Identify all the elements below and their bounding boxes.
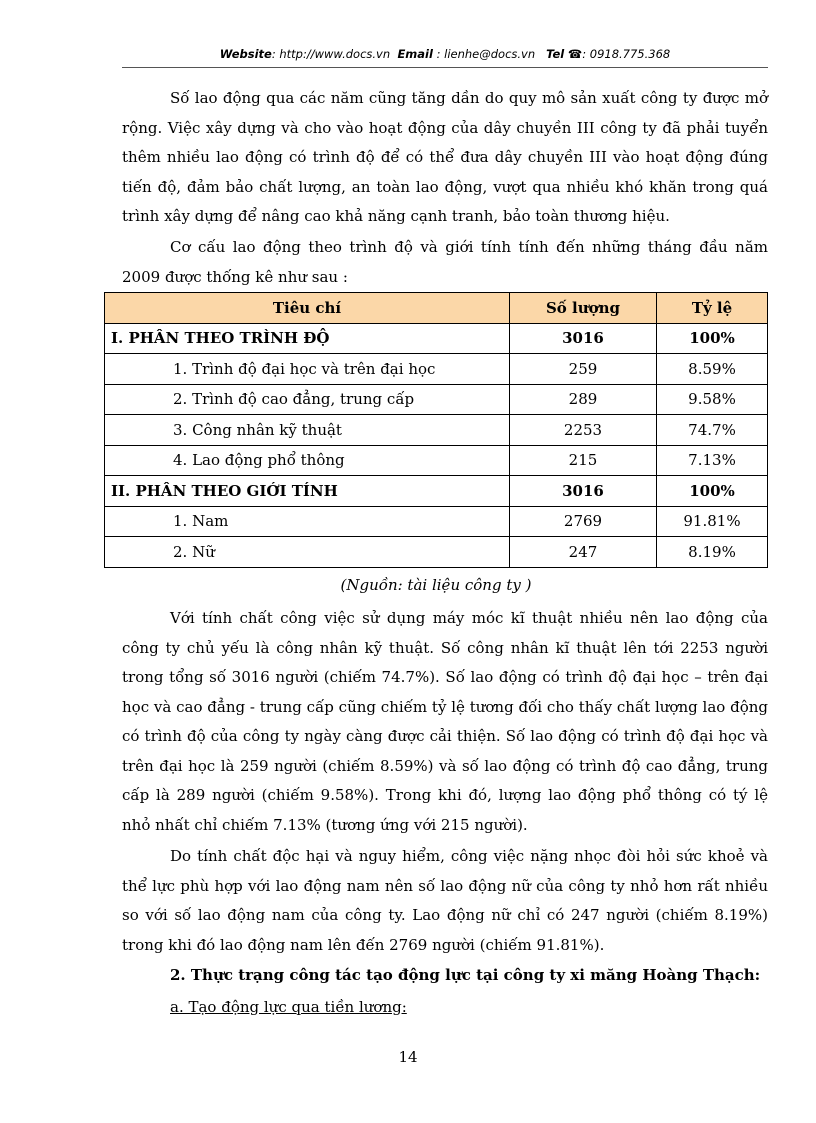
row-count: 3016 [510, 323, 657, 354]
row-count: 247 [510, 537, 657, 568]
row-label: 4. Lao động phổ thông [105, 445, 510, 476]
row-label: 2. Nữ [105, 537, 510, 568]
row-label: 3. Công nhân kỹ thuật [105, 415, 510, 446]
paragraph-1: Số lao động qua các năm cũng tăng dần do quy mô sản xuất công ty được mở rộng. Việc xây dựng và cho vào hoạt động của dây chuyền III công ty đã phải tuyển thêm nhiều lao động có trình độ để có thể đưa dây chuyền III vào hoạt động đúng tiến độ, đảm bảo chất lượng, an toàn lao động, vượt qua nhiều khó khăn trong quá trình xây dựng để nâng cao khả năng cạnh tranh, bảo toàn thương hiệu. [122, 89, 768, 225]
table-row [105, 415, 768, 446]
section-heading: 2. Thực trạng công tác tạo động lực tại công ty xi măng Hoàng Thạch: [170, 966, 761, 984]
row-ratio: 74.7% [657, 415, 768, 446]
row-label: 1. Nam [105, 506, 510, 537]
row-ratio: 100% [657, 476, 768, 507]
row-label: I. PHÂN THEO TRÌNH ĐỘ [105, 323, 510, 354]
header-criteria: Tiêu chí [105, 293, 510, 324]
email-value: : lienhe@docs.vn [436, 47, 536, 61]
row-count: 2769 [510, 506, 657, 537]
row-label: 2. Trình độ cao đẳng, trung cấp [105, 384, 510, 415]
row-ratio: 8.59% [657, 354, 768, 385]
row-ratio: 100% [657, 323, 768, 354]
labor-structure-table [104, 292, 768, 568]
table-row [105, 537, 768, 568]
header-divider [122, 67, 768, 68]
row-ratio: 9.58% [657, 384, 768, 415]
paragraph-2: Cơ cấu lao động theo trình độ và giới tính tính đến những tháng đầu năm 2009 được thống kê như sau : [122, 238, 768, 286]
row-count: 289 [510, 384, 657, 415]
tel-label: Tel [546, 47, 565, 61]
paragraph-4: Do tính chất độc hại và nguy hiểm, công việc nặng nhọc đòi hỏi sức khoẻ và thể lực phù hợp với lao động nam nên số lao động nữ của công ty nhỏ hơn rất nhiều so với số lao động nam của công ty. Lao động nữ chỉ có 247 người (chiếm 8.19%) trong khi đó lao động nam lên đến 2769 người (chiếm 91.81%). [122, 847, 768, 954]
header-count: Số lượng [510, 293, 657, 324]
subsection-heading: a. Tạo động lực qua tiền lương: [170, 998, 407, 1016]
website-label: Website [219, 47, 272, 61]
header-ratio: Tỷ lệ [657, 293, 768, 324]
row-count: 3016 [510, 476, 657, 507]
row-ratio: 7.13% [657, 445, 768, 476]
paragraph-3: Với tính chất công việc sử dụng máy móc kĩ thuật nhiều nên lao động của công ty chủ yếu là công nhân kỹ thuật. Số công nhân kĩ thuật lên tới 2253 người trong tổng số 3016 người (chiếm 74.7%). Số lao động có trình độ đại học – trên đại học và cao đẳng - trung cấp cũng chiếm tỷ lệ tương đối cho thấy chất lượng lao động có trình độ của công ty ngày càng được cải thiện. Số lao động có trình độ đại học và trên đại học là 259 người (chiếm 8.59%) và số lao động có trình độ cao đẳng, trung cấp là 289 người (chiếm 9.58%). Trong khi đó, lượng lao động phổ thông có tý lệ nhỏ nhất chỉ chiếm 7.13% (tương ứng với 215 người). [122, 609, 768, 834]
table-row [105, 323, 768, 354]
table-row [105, 506, 768, 537]
row-ratio: 91.81% [657, 506, 768, 537]
page-number: 14 [398, 1048, 418, 1066]
table-row [105, 445, 768, 476]
phone-icon: ☎ [567, 47, 583, 61]
row-count: 215 [510, 445, 657, 476]
table-header-row [105, 293, 768, 324]
source-note: (Nguồn: tài liệu công ty ) [340, 576, 532, 594]
table-row [105, 384, 768, 415]
row-count: 2253 [510, 415, 657, 446]
row-count: 259 [510, 354, 657, 385]
tel-value: : 0918.775.368 [582, 47, 671, 61]
email-label: Email [397, 47, 433, 61]
table-row [105, 354, 768, 385]
row-label: II. PHÂN THEO GIỚI TÍNH [105, 476, 510, 507]
row-ratio: 8.19% [657, 537, 768, 568]
table-row [105, 476, 768, 507]
row-label: 1. Trình độ đại học và trên đại học [105, 354, 510, 385]
website-value: : http://www.docs.vn [271, 47, 391, 61]
page-header [122, 47, 768, 61]
